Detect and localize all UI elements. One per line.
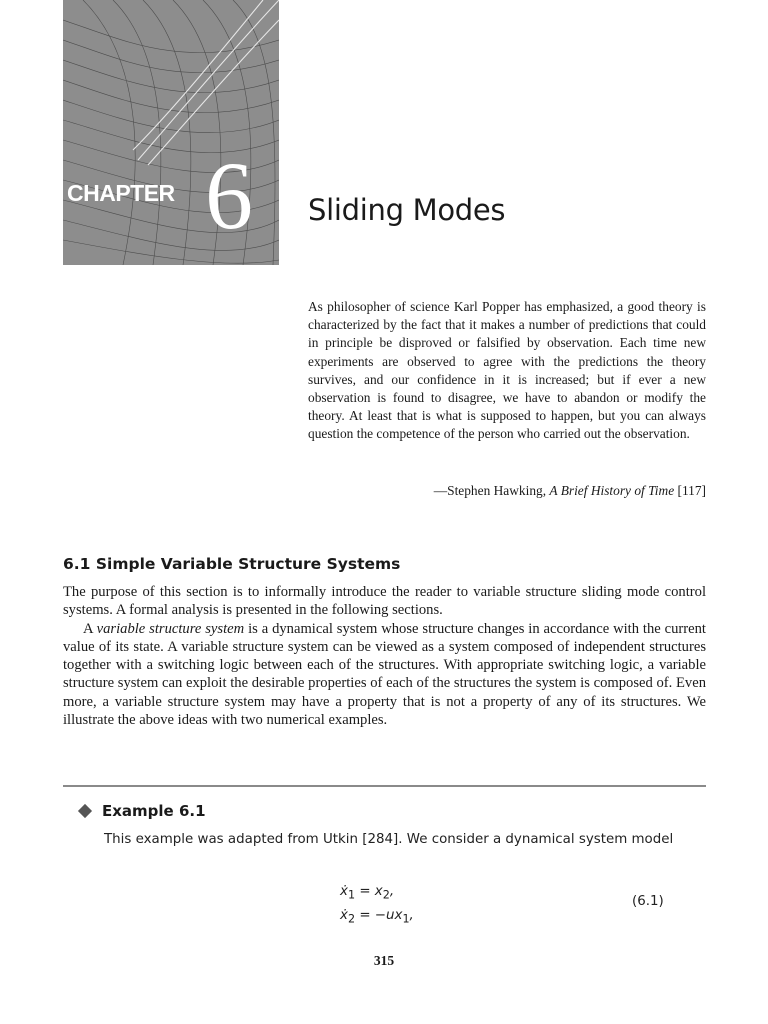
epigraph bbox=[308, 298, 706, 444]
attribution-work: A Brief History of Time bbox=[549, 483, 675, 498]
epigraph-attribution bbox=[308, 482, 706, 500]
section-body bbox=[63, 583, 706, 729]
chapter-cover-art bbox=[63, 0, 279, 265]
example-title: Example 6.1 bbox=[102, 802, 206, 820]
example-divider bbox=[63, 785, 706, 787]
para2-rest: is a dynamical system whose structure changes in accordance with the current value of its state. A variable structure system can be viewed as a system composed of independent structures together with a switching logic between each of the structures. With appropriate switching logic, a variable structure system can exploit the desirable properties of each of the structures the system is composed of. Even more, a variable structure system may have a property that is not a property of any of its structures. We illustrate the above ideas with two numerical examples. bbox=[63, 620, 706, 729]
example-text: This example was adapted from Utkin [284]. We consider a dynamical system model bbox=[104, 832, 674, 847]
page-number: 315 bbox=[373, 953, 395, 968]
equation-number: (6.1) bbox=[632, 894, 664, 909]
equation-line-1: ẋ$_1$ = $x_2$, bbox=[340, 884, 395, 902]
chapter-title: Sliding Modes bbox=[308, 193, 506, 227]
chapter-label: CHAPTER bbox=[67, 180, 175, 206]
chapter-number: 6 bbox=[205, 142, 253, 249]
attribution-ref: [117] bbox=[674, 483, 706, 498]
defined-term: variable structure system bbox=[96, 620, 245, 637]
diamond-icon bbox=[78, 804, 92, 818]
paragraph-2 bbox=[63, 620, 706, 730]
attribution-prefix: —Stephen Hawking, bbox=[433, 483, 550, 498]
equation-line-2: ẋ$_2$ = $-ux_1$, bbox=[340, 908, 414, 926]
para2-lead: A bbox=[83, 620, 97, 637]
paragraph-1: The purpose of this section is to informally introduce the reader to variable structure sliding mode control systems. A formal analysis is presented in the following sections. bbox=[63, 584, 706, 619]
section-heading: 6.1 Simple Variable Structure Systems bbox=[63, 555, 401, 573]
epigraph-text: As philosopher of science Karl Popper has emphasized, a good theory is characterized by the fact that it makes a number of predictions that could in principle be disproved or falsified by observation. Each time new experiments are observed to agree with the predictions the theory survives, and our confidence in it is increased; but if ever a new observation is found to disagree, we have to abandon or modify the theory. At least that is what is supposed to happen, but you can always question the competence of the person who carried out the observation. bbox=[308, 299, 706, 442]
example-heading bbox=[80, 802, 206, 820]
